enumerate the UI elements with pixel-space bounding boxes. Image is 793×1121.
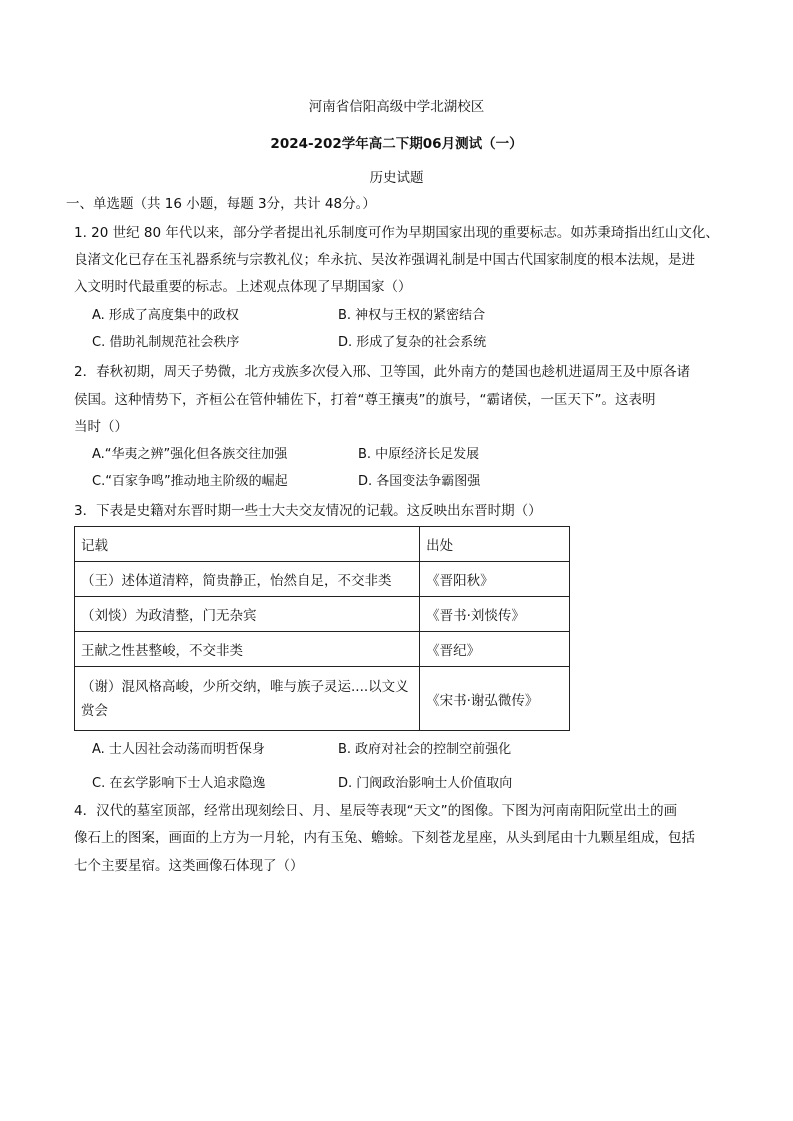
table-cell-record: （刘惔）为政清整，门无杂宾 [75,597,420,632]
q3-option-b: B. 政府对社会的控制空前强化 [338,742,512,757]
q3-table [74,526,570,731]
table-header-source: 出处 [420,527,570,562]
q4-line-3: 七个主要星宿。这类画像石体现了（） [74,858,304,874]
exam-title: 2024-202学年高二下期06月测试（一） [270,136,523,152]
school-title: 河南省信阳高级中学北湖校区 [308,99,485,115]
table-row [75,667,570,731]
q1-line-1: 1. 20 世纪 80 年代以来，部分学者提出礼乐制度可作为早期国家出现的重要标志。如苏秉琦指出红山文化、 [74,225,719,241]
table-cell-record: （谢）混风格高峻，少所交纳，唯与族子灵运....以文义赏会 [75,667,420,731]
table-cell-record: （王）述体道清粹，简贵静正，怡然自足，不交非类 [75,562,420,597]
q4-line-1: 4．汉代的墓室顶部，经常出现刻绘日、月、星辰等表现“天文”的图像。下图为河南南阳阮堂出土的画 [74,803,678,819]
table-header-record: 记载 [75,527,420,562]
q2-option-a: A.“华夷之辨”强化但各族交往加强 [92,447,288,462]
table-cell-record: 王献之性甚整峻，不交非类 [75,632,420,667]
table-cell-source: 《宋书·谢弘微传》 [420,667,570,731]
q2-option-d: D. 各国变法争霸图强 [358,474,481,489]
q2-option-c: C.“百家争鸣”推动地主阶级的崛起 [92,474,288,489]
q1-option-c: C. 借助礼制规范社会秩序 [92,335,240,350]
q1-line-2: 良渚文化已存在玉礼器系统与宗教礼仪；牟永抗、吴汝祚强调礼制是中国古代国家制度的根本法规，是进 [74,252,695,268]
q2-line-3: 当时（） [74,419,128,435]
q3-option-d: D. 门阀政治影响士人价值取向 [338,776,513,791]
section-title: 一、单选题（共 16 小题，每题 3分，共计 48分。） [66,196,376,212]
q1-option-b: B. 神权与王权的紧密结合 [338,308,486,323]
q1-line-3: 入文明时代最重要的标志。上述观点体现了早期国家（） [74,279,412,295]
table-row [75,597,570,632]
subject-title: 历史试题 [369,170,424,186]
q2-option-b: B. 中原经济长足发展 [358,447,480,462]
q1-option-d: D. 形成了复杂的社会系统 [338,335,487,350]
q2-line-2: 侯国。这种情势下，齐桓公在管仲辅佐下，打着“尊王攘夷”的旗号，“霸诸侯，一匡天下”。这表明 [74,392,656,408]
table-row [75,562,570,597]
table-cell-source: 《晋阳秋》 [420,562,570,597]
q1-option-a: A. 形成了高度集中的政权 [92,308,239,323]
table-header-row [75,527,570,562]
q3-stem: 3．下表是史籍对东晋时期一些士大夫交友情况的记载。这反映出东晋时期（） [74,503,542,519]
table-cell-source: 《晋书·刘惔传》 [420,597,570,632]
q3-option-c: C. 在玄学影响下士人追求隐逸 [92,776,266,791]
q3-option-a: A. 士人因社会动荡而明哲保身 [92,742,265,757]
q2-line-1: 2．春秋初期，周天子势微，北方戎族多次侵入邢、卫等国，此外南方的楚国也趁机进逼周王及中原各诸 [74,364,691,380]
table-row [75,632,570,667]
q4-line-2: 像石上的图案，画面的上方为一月轮，内有玉兔、蟾蜍。下刻苍龙星座，从头到尾由十九颗星组成，包括 [74,830,695,846]
table-cell-source: 《晋纪》 [420,632,570,667]
